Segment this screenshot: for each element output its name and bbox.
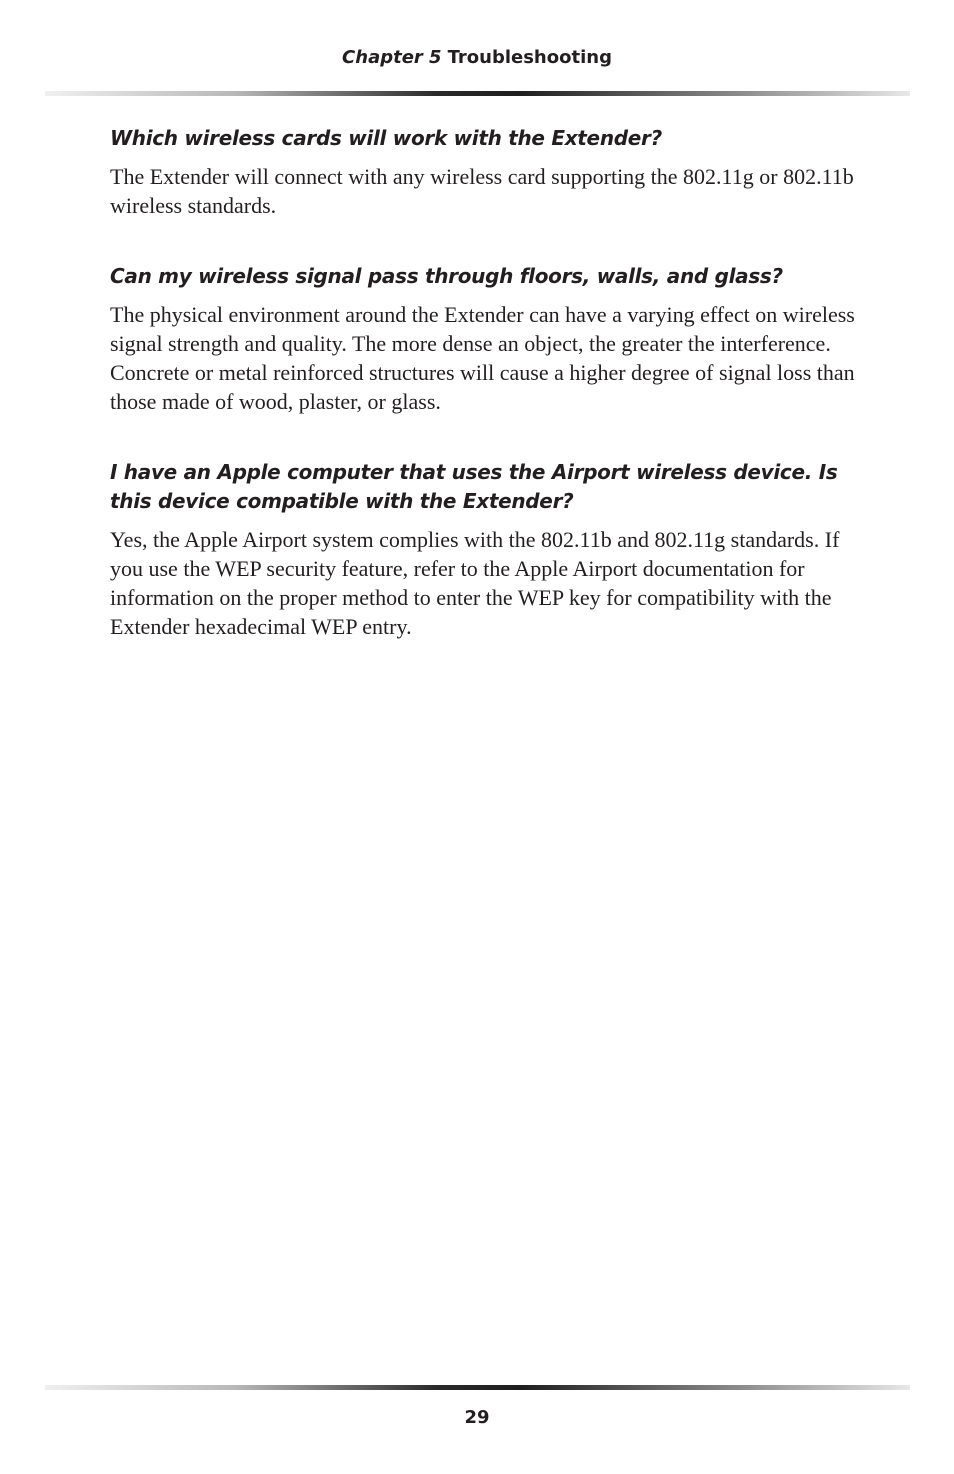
faq-section [110,124,870,220]
faq-answer: The Extender will connect with any wireless card supporting the 802.11g or 802.11b wireless standards. [110,164,854,218]
faq-section [110,458,870,641]
chapter-label: Chapter 5 [342,47,442,68]
page-content [110,124,870,683]
faq-question: Can my wireless signal pass through floors, walls, and glass? [110,264,783,288]
page-header [0,44,954,72]
faq-question: I have an Apple computer that uses the Airport wireless device. Is this device compatible with the Extender? [110,460,838,513]
faq-question: Which wireless cards will work with the Extender? [110,126,662,150]
faq-section [110,262,870,416]
chapter-title: Troubleshooting [447,47,612,68]
page-number: 29 [464,1407,490,1428]
faq-answer: The physical environment around the Extender can have a varying effect on wireless signal strength and quality. The more dense an object, the greater the interference. Concrete or metal reinforced structures will cause a higher degree of signal loss than those made of wood, plaster, or glass. [110,302,855,414]
faq-answer: Yes, the Apple Airport system complies with the 802.11b and 802.11g standards. If you use the WEP security feature, refer to the Apple Airport documentation for information on the proper method to enter the WEP key for compatibility with the Extender hexadecimal WEP entry. [110,527,840,639]
footer-rule [45,1385,910,1390]
header-rule [45,91,910,96]
